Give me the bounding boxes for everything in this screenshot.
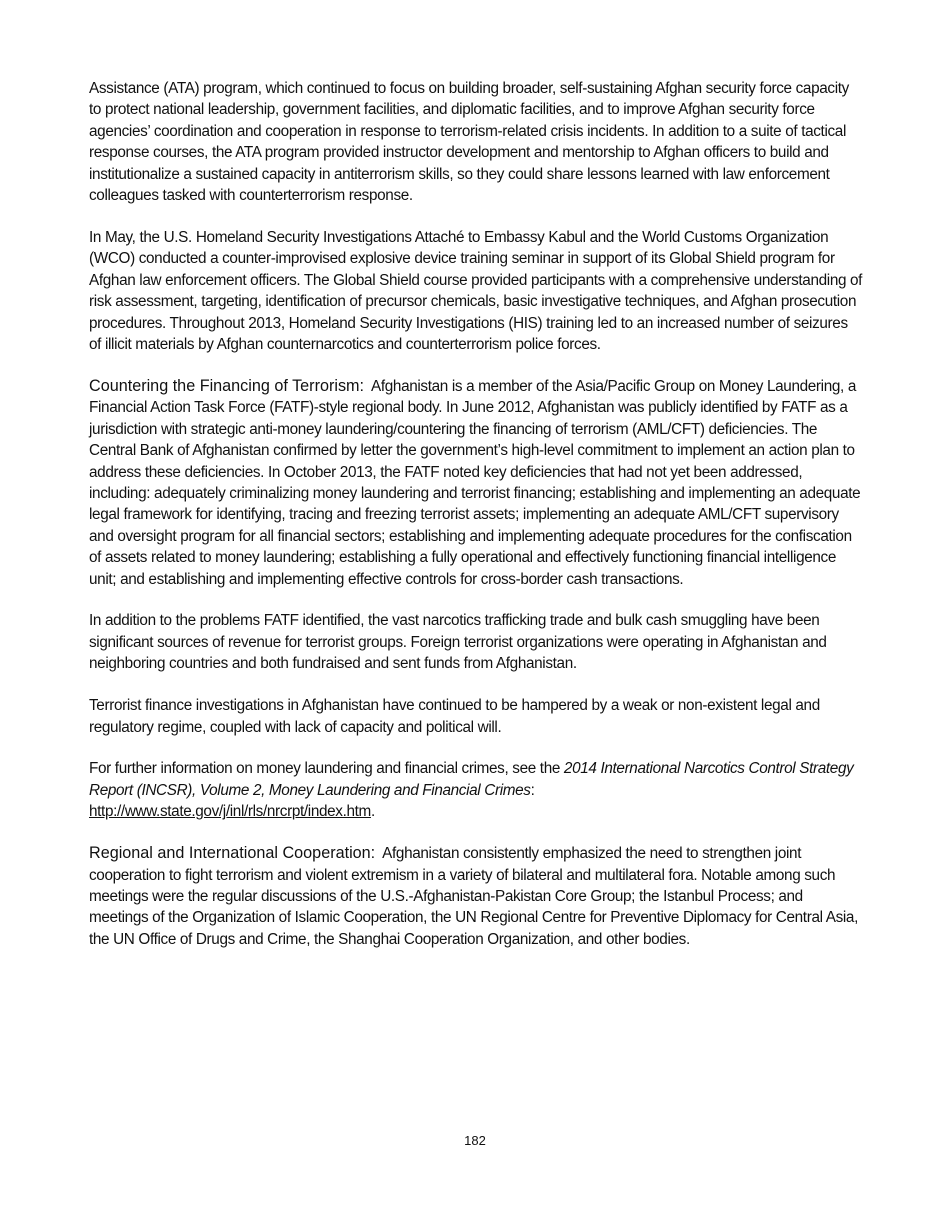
page-number: 182 [464, 1133, 486, 1148]
paragraph-ata-program [89, 78, 863, 206]
paragraph-terrorist-finance-investigations-text: Terrorist finance investigations in Afghanistan have continued to be hampered by a weak or non-existent legal and regulatory regime, coupled with lack of capacity and political will. [89, 697, 820, 736]
document-page [89, 78, 863, 971]
further-information-period: . [370, 803, 375, 821]
paragraph-terrorist-finance-investigations [89, 695, 863, 738]
paragraph-global-shield-text: In May, the U.S. Homeland Security Investigations Attaché to Embassy Kabul and the World Customs Organization (WCO) conducted a counter-improvised explosive device training seminar in support of its Global Shield program for Afghan law enforcement officers. The Global Shield course provided participants with a comprehensive understanding of risk assessment, targeting, identification of precursor chemicals, basic investigative techniques, and Afghan prosecution procedures. Throughout 2013, Homeland Security Investigations (HIS) training led to an increased number of seizures of illicit materials by Afghan counternarcotics and counterterrorism police forces. [89, 228, 863, 353]
paragraph-countering-financing-text: Afghanistan is a member of the Asia/Pacific Group on Money Laundering, a Financial Action Task Force (FATF)-style regional body. In June 2012, Afghanistan was publicly identified by FATF as a jurisdiction with strategic anti-money laundering/countering the financing of terrorism (AML/CFT) deficiencies. The Central Bank of Afghanistan confirmed by letter the government’s high-level commitment to implement an action plan to address these deficiencies. In October 2013, the FATF noted key deficiencies that had not yet been addressed, including: adequately criminalizing money laundering and terrorist financing; establishing and implementing an adequate legal framework for identifying, tracing and freezing terrorist assets; implementing an adequate AML/CFT supervisory and oversight program for all financial sectors; establishing and implementing adequate procedures for the confiscation of assets related to money laundering; establishing a fully operational and effectively functioning financial intelligence unit; and establishing and implementing effective controls for cross-border cash transactions. [89, 377, 861, 588]
paragraph-regional-cooperation [89, 843, 863, 950]
further-information-colon: : [530, 781, 535, 799]
paragraph-fatf-problems-text: In addition to the problems FATF identified, the vast narcotics trafficking trade and bulk cash smuggling have been significant sources of revenue for terrorist groups. Foreign terrorist organizations were operating in Afghanistan and neighboring countries and both fundraised and sent funds from Afghanistan. [89, 612, 827, 673]
paragraph-regional-cooperation-text: Afghanistan consistently emphasized the need to strengthen joint cooperation to fight terrorism and violent extremism in a variety of bilateral and multilateral fora. Notable among such meetings were the regular discussions of the U.S.-Afghanistan-Pakistan Core Group; the Istanbul Process; and meetings of the Organization of Islamic Cooperation, the UN Regional Centre for Preventive Diplomacy for Central Asia, the UN Office of Drugs and Crime, the Shanghai Cooperation Organization, and other bodies. [89, 845, 858, 948]
paragraph-countering-financing [89, 376, 863, 590]
incsr-report-title: 2014 International Narcotics Control Strategy Report (INCSR), Volume 2, Money Laundering and Financial Crimes [89, 760, 854, 799]
section-heading-regional-cooperation: Regional and International Cooperation: [89, 844, 376, 863]
paragraph-global-shield [89, 227, 863, 355]
incsr-report-link[interactable]: http://www.state.gov/j/inl/rls/nrcrpt/index.htm [89, 803, 371, 821]
further-information-intro: For further information on money laundering and financial crimes, see the [89, 760, 564, 778]
section-heading-countering-financing: Countering the Financing of Terrorism: [89, 376, 365, 395]
paragraph-fatf-problems [89, 610, 863, 674]
paragraph-ata-program-text: Assistance (ATA) program, which continued to focus on building broader, self-sustaining Afghan security force capacity to protect national leadership, government facilities, and diplomatic facilities, and to improve Afghan security force agencies’ coordination and cooperation in response to terrorism-related crisis incidents. In addition to a suite of tactical response courses, the ATA program provided instructor development and mentorship to Afghan officers to build and institutionalize a sustained capacity in antiterrorism skills, so they could share lessons learned with law enforcement colleagues tasked with counterterrorism response. [89, 80, 849, 205]
paragraph-further-information [89, 758, 863, 822]
